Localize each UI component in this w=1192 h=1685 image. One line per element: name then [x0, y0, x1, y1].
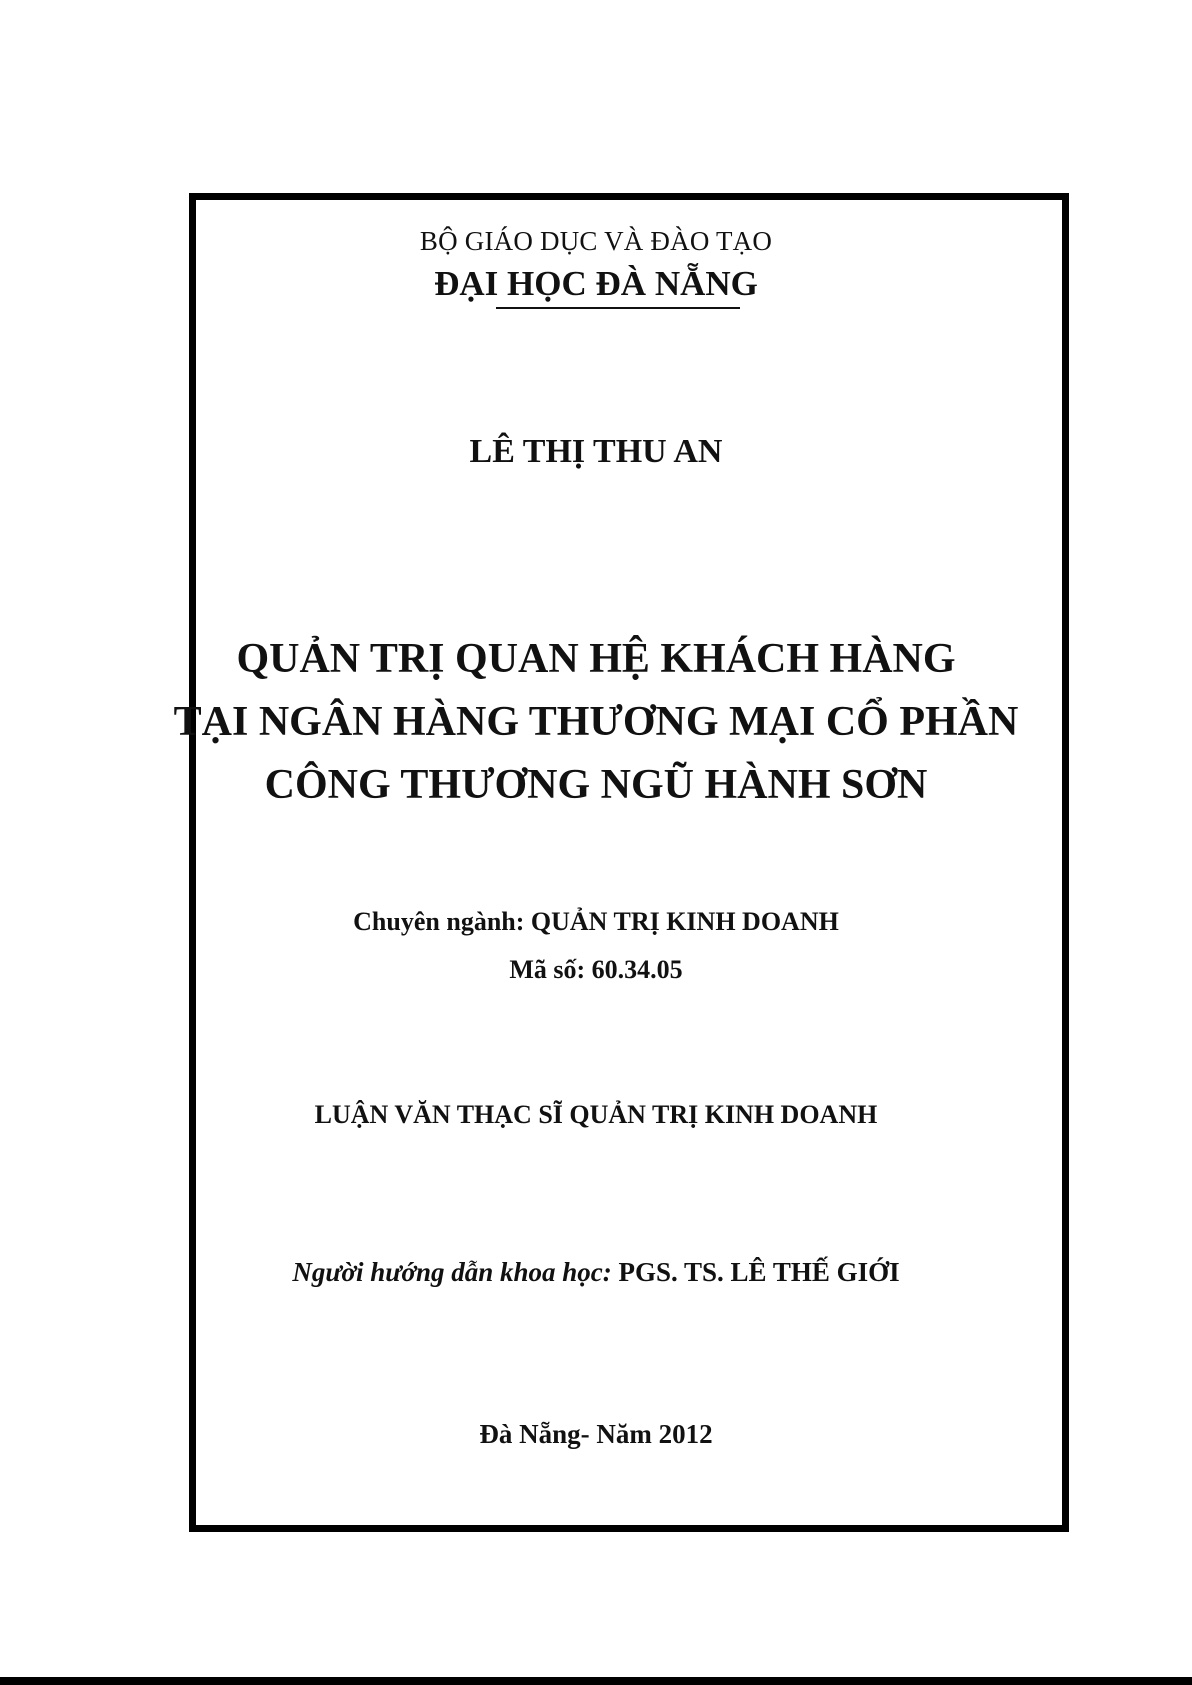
author-name: LÊ THỊ THU AN	[469, 433, 723, 470]
code-label: Mã số:	[509, 955, 586, 984]
thesis-title-line: CÔNG THƯƠNG NGŨ HÀNH SƠN	[264, 762, 928, 808]
page-bottom-rule	[0, 1677, 1192, 1685]
ministry-name: BỘ GIÁO DỤC VÀ ĐÀO TẠO	[419, 226, 773, 256]
cover-frame	[189, 193, 1069, 1532]
major-line	[0, 907, 1192, 937]
thesis-title-line: TẠI NGÂN HÀNG THƯƠNG MẠI CỔ PHẦN	[173, 699, 1019, 745]
university-name: ĐẠI HỌC ĐÀ NẴNG	[434, 264, 758, 303]
degree-name: LUẬN VĂN THẠC SĨ QUẢN TRỊ KINH DOANH	[314, 1100, 878, 1129]
code-value: 60.34.05	[591, 955, 683, 984]
university-underline	[496, 307, 740, 309]
thesis-title	[0, 628, 1192, 817]
advisor-name: PGS. TS. LÊ THẾ GIỚI	[618, 1257, 900, 1287]
advisor-line	[0, 1257, 1192, 1288]
thesis-title-line: QUẢN TRỊ QUAN HỆ KHÁCH HÀNG	[236, 636, 956, 682]
code-line	[0, 955, 1192, 985]
major-value: QUẢN TRỊ KINH DOANH	[530, 907, 839, 936]
advisor-label: Người hướng dẫn khoa học:	[292, 1257, 612, 1287]
place-year: Đà Nẵng- Năm 2012	[479, 1419, 713, 1449]
major-label: Chuyên ngành:	[353, 907, 525, 936]
